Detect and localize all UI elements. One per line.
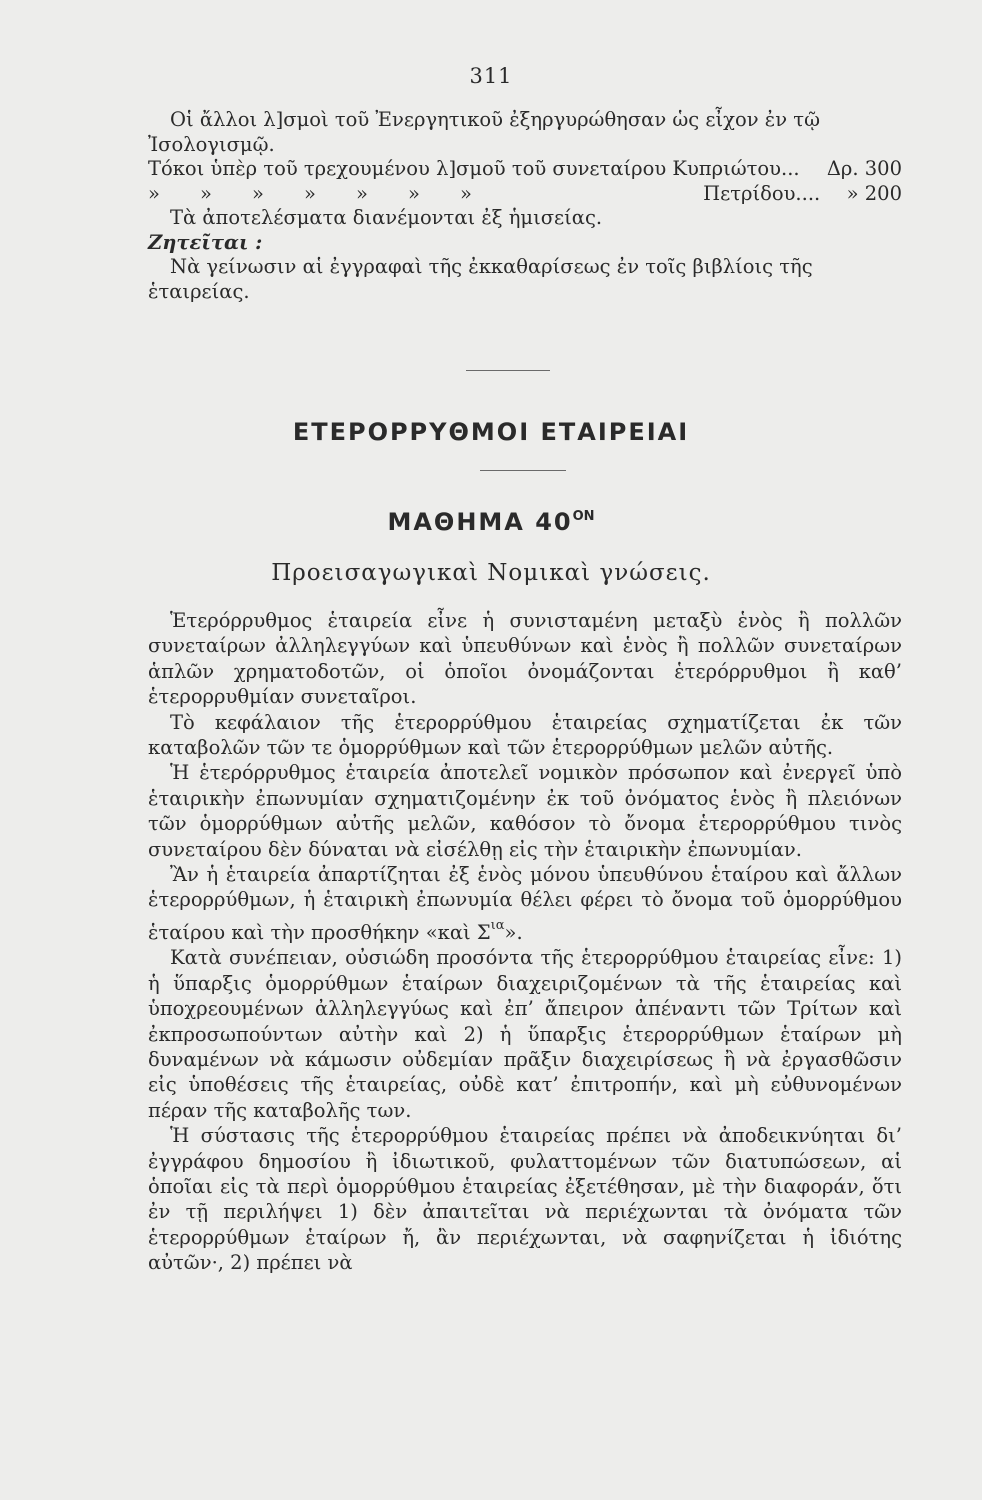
top-section (148, 108, 902, 304)
ditto-mark: » (148, 181, 160, 205)
ditto-mark: » (408, 181, 420, 205)
interest-line-1 (148, 157, 902, 182)
interest-line-1-label: Τόκοι ὑπὲρ τοῦ τρεχουμένου λ]σμοῦ τοῦ συνεταίρου Κυπριώτου... (148, 157, 800, 180)
paragraph (148, 862, 902, 945)
paragraph: Ἡ σύστασις τῆς ἑτερορρύθμου ἑταιρείας πρέπει νὰ ἀποδεικνύηται δι’ ἐγγράφου δημοσίου ἢ ἰδιωτικοῦ, φυλαττομένων τῶν διατυπώσεων, αἱ ὁποῖαι εἰς τὰ περὶ ὁμορρύθμου ἑταιρείας ἐξετέθησαν, μὲ τὴν διαφοράν, ὅτι ἐν τῇ περιλήψει 1) δὲν ἀπαιτεῖται νὰ περιέχωνται τὰ ὀνόματα τῶν ἑτερορρύθμων ἑταίρων ἤ, ἂν περιέχωνται, νὰ σαφηνίζεται ἡ ἰδιότης αὐτῶν·, 2) πρέπει νὰ (148, 1124, 902, 1275)
paragraph: Κατὰ συνέπειαν, οὐσιώδη προσόντα τῆς ἑτερορρύθμου ἑταιρείας εἶνε: 1) ἡ ὕπαρξις ὁμορρύθμων ἑταίρων διαχειριζομένων τὰ τῆς ἑταιρείας καὶ ὑποχρεουμένων ἀλληλεγγύως καὶ ἐπ’ ἄπειρον ἀπέναντι τῶν Τρίτων καὶ ἐκπροσωπούντων αὐτὴν καὶ 2) ἡ ὕπαρξις ἑτερορρύθμων ἑταίρων μὴ δυναμένων νὰ κάμωσιν οὐδεμίαν πρᾶξιν διαχειρίσεως ἢ νὰ ἐργασθῶσιν εἰς ὑποθέσεις τῆς ἑταιρείας, οὐδὲ κατ’ ἐπιτροπήν, καὶ μὴ εὐθυνομένων πέραν τῆς καταβολῆς των. (148, 946, 902, 1122)
subtitle: Προεισαγωγικαὶ Νομικαὶ γνώσεις. (271, 560, 711, 586)
divider-rule (466, 370, 550, 371)
paragraph: Τὸ κεφάλαιον τῆς ἑτερορρύθμου ἑταιρείας σχηματίζεται ἐκ τῶν καταβολῶν τῶν τε ὁμορρύθμων καὶ τῶν ἑτερορρύθμων μελῶν αὐτῆς. (148, 710, 902, 760)
asked-label: Ζητεῖται : (148, 230, 263, 254)
interest-line-2 (148, 182, 902, 207)
closing-paragraph: Οἱ ἄλλοι λ]σμοὶ τοῦ Ἐνεργητικοῦ ἐξηργυρώθησαν ὡς εἶχον ἐν τῷ Ἰσολογισμῷ. (148, 108, 820, 156)
ditto-mark: » (304, 181, 316, 205)
asked-text: Νὰ γείνωσιν αἱ ἐγγραφαὶ τῆς ἐκκαθαρίσεως ἐν τοῖς βιβλίοις τῆς ἑταιρείας. (148, 255, 813, 303)
lesson-label: ΜΑΘΗΜΑ 40 (387, 508, 573, 536)
paragraph: Ἡ ἑτερόρρυθμος ἑταιρεία ἀποτελεῖ νομικὸν πρόσωπον καὶ ἐνεργεῖ ὑπὸ ἑταιρικὴν ἐπωνυμίαν σχηματιζομένην ἐκ τοῦ ὀνόματος ἑνὸς ἢ πλειόνων τῶν ὁμορρύθμων αὐτῆς μελῶν, καθόσον τὸ ὄνομα ἑτερορρύθμου τινὸς συνεταίρου δὲν δύναται νὰ εἰσέλθῃ εἰς τὴν ἑταιρικὴν ἐπωνυμίαν. (148, 761, 902, 861)
lesson-heading (0, 508, 982, 536)
section-title: ΕΤΕΡΟΡΡΥΘΜΟΙ ΕΤΑΙΡΕΙΑΙ (292, 418, 690, 446)
page-number: 311 (469, 64, 513, 88)
ditto-mark: » (252, 181, 264, 205)
lesson-suffix: ΟΝ (572, 509, 595, 524)
divider-rule (480, 470, 566, 471)
ditto-mark: » (200, 181, 212, 205)
paragraph-text: Ἂν ἡ ἑταιρεία ἀπαρτίζηται ἐξ ἑνὸς μόνου ὑπευθύνου ἑταίρου καὶ ἄλλων ἑτερορρύθμων, ἡ ἑταιρικὴ ἐπωνυμία θέλει φέρει τὸ ὄνομα τοῦ ὁμορρύθμου ἑταίρου καὶ τὴν προσθήκην «καὶ Σ (148, 863, 902, 944)
interest-line-2-label: Πετρίδου.... (703, 181, 821, 205)
body-text (148, 608, 902, 1276)
ditto-marks (148, 182, 512, 207)
paragraph: Ἑτερόρρυθμος ἑταιρεία εἶνε ἡ συνισταμένη μεταξὺ ἑνὸς ἢ πολλῶν συνεταίρων ἀλληλεγγύων καὶ ὑπευθύνων καὶ ἑνὸς ἢ πολλῶν συνεταίρων ἁπλῶν χρηματοδοτῶν, οἱ ὁποῖοι ὀνομάζονται ἑτερόρρυθμοι ἢ καθ’ ἑτερορρυθμίαν συνεταῖροι. (148, 609, 902, 709)
ditto-mark: » (460, 181, 472, 205)
interest-line-1-amount: Δρ. 300 (826, 157, 902, 180)
paragraph-superscript: ια (490, 917, 505, 933)
paragraph-end: ». (504, 920, 523, 944)
results-line: Τὰ ἀποτελέσματα διανέμονται ἐξ ἡμισείας. (170, 206, 603, 229)
ditto-mark: » (356, 181, 368, 205)
interest-line-2-amount: » 200 (846, 181, 902, 205)
